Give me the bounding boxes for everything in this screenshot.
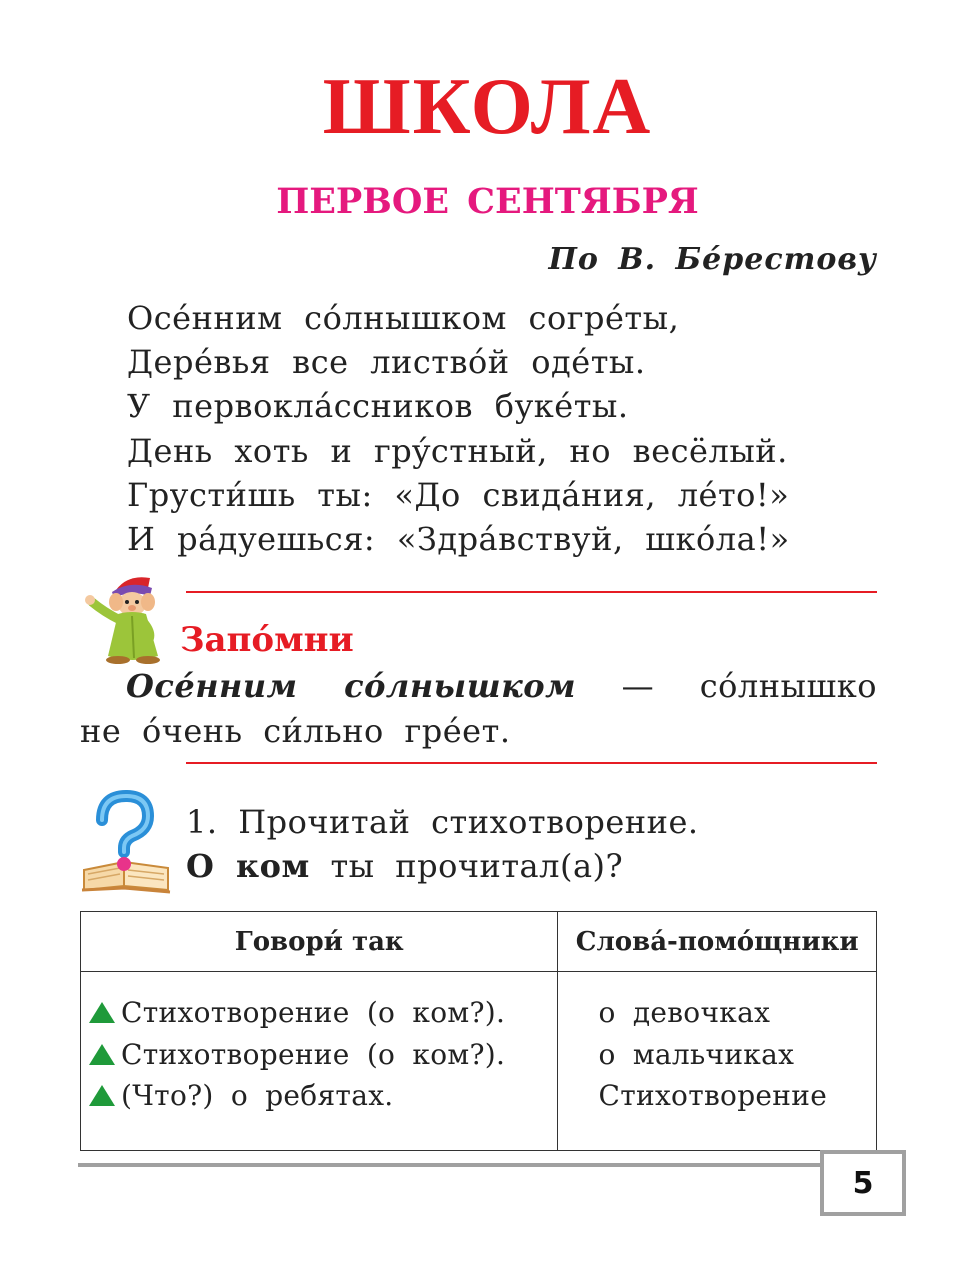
page-title: ШКОЛА [322, 63, 653, 151]
list-item: Стихотворение (о ком?). [89, 1034, 549, 1076]
task-question-rest: ты прочитал(а)? [330, 847, 624, 885]
remember-definition [80, 664, 877, 754]
remember-term: Осéнним сóлнышком [126, 667, 577, 705]
task-line-2 [186, 844, 699, 888]
poem-text [127, 296, 872, 561]
list-item: Стихотворение [598, 1079, 828, 1112]
poem-author: По В. Бéрестову [548, 242, 877, 277]
table-row [81, 972, 877, 1151]
poem-line: День хоть и грýстный, но весёлый. [127, 431, 788, 470]
poem-line: У первоклáссников букéты. [127, 387, 629, 426]
poem-line: Осéнним сóлнышком согрéты, [127, 299, 680, 337]
remember-def-first: сóлнышко [699, 667, 878, 705]
list-item: о мальчиках [598, 1037, 795, 1071]
green-triangle-marker-icon [89, 1044, 115, 1065]
task [186, 800, 699, 888]
poem-line: Грусти́шь ты: «До свидáния, лéто!» [127, 475, 790, 514]
poem-line: Дерéвья все листвóй одéты. [127, 343, 646, 382]
list-item: Стихотворение (о ком?). [89, 992, 549, 1034]
green-triangle-marker-icon [89, 1002, 115, 1023]
list-item: (Что?) о ребятах. [89, 1075, 549, 1117]
table-cell-say [81, 972, 558, 1151]
task-question-bold: О ком [186, 847, 310, 885]
question-book-icon [80, 790, 172, 894]
remember-def-rest: не óчень си́льно грéет. [80, 712, 511, 750]
remember-bottom-rule [186, 762, 877, 764]
poem-line: И рáдуешься: «Здрáвствуй, шкóла!» [127, 520, 790, 559]
page-number: 5 [820, 1150, 906, 1216]
remember-top-rule [186, 591, 877, 593]
green-triangle-marker-icon [89, 1085, 115, 1106]
remember-dash: — [621, 667, 655, 705]
table-header-say: Говори́ так [81, 912, 558, 972]
table-header-words: Словá-помóщники [558, 912, 877, 972]
helper-table [80, 911, 877, 1151]
footer-line [78, 1163, 820, 1167]
list-item: о девочках [598, 996, 771, 1029]
table-cell-words [558, 972, 877, 1151]
remember-heading: Запóмни [180, 620, 354, 660]
table-header-row [81, 912, 877, 972]
dwarf-illustration [78, 572, 184, 666]
task-line-1: 1. Прочитай стихотворение. [186, 803, 699, 841]
poem-title: ПЕРВОЕ СЕНТЯБРЯ [276, 181, 699, 222]
